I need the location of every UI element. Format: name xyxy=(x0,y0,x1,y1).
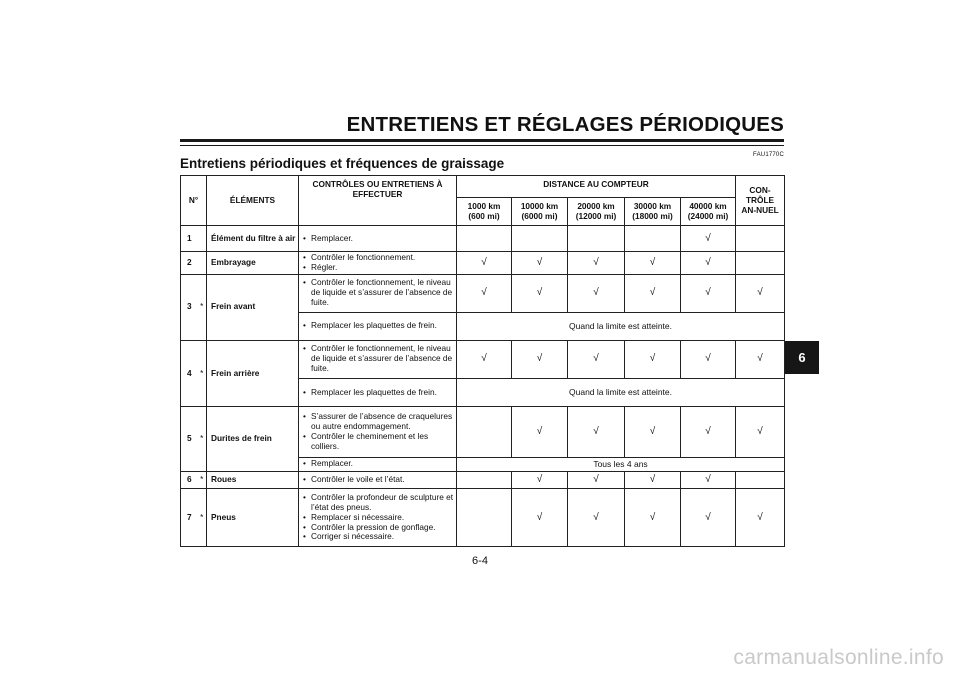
row-item: Roues xyxy=(207,472,299,489)
chapter-tab: 6 xyxy=(785,341,819,374)
page-header-title: ENTRETIENS ET RÉGLAGES PÉRIODIQUES xyxy=(346,113,784,136)
row-number: 3 xyxy=(181,274,198,340)
check-cell: √ xyxy=(681,251,736,274)
check-cell: √ xyxy=(736,489,785,547)
row-actions xyxy=(299,340,457,378)
check-cell xyxy=(457,472,512,489)
row-actions xyxy=(299,407,457,457)
row-number: 1 xyxy=(181,226,198,251)
action-item: • Remplacer. xyxy=(311,234,454,244)
check-cell: √ xyxy=(736,407,785,457)
action-item: • Remplacer. xyxy=(311,459,454,469)
check-cell: √ xyxy=(681,407,736,457)
row-number: 5 xyxy=(181,407,198,472)
row-actions xyxy=(299,251,457,274)
row-sub-actions xyxy=(299,457,457,472)
reference-code: FAU1770C xyxy=(753,152,784,158)
interval-note: Quand la limite est atteinte. xyxy=(457,378,785,406)
check-cell: √ xyxy=(625,472,681,489)
row-star xyxy=(198,251,207,274)
check-cell: √ xyxy=(681,340,736,378)
check-cell: √ xyxy=(512,274,568,312)
check-cell: √ xyxy=(457,340,512,378)
row-star: * xyxy=(198,340,207,406)
row-item: Élément du filtre à air xyxy=(207,226,299,251)
action-item: • Régler. xyxy=(311,263,454,273)
check-cell: √ xyxy=(512,340,568,378)
action-item: • S’assurer de l’absence de craquelures ou autre endommagement. xyxy=(311,412,454,432)
check-cell xyxy=(457,407,512,457)
check-cell: √ xyxy=(625,251,681,274)
check-cell: √ xyxy=(512,489,568,547)
check-cell: √ xyxy=(568,472,625,489)
action-item: • Contrôler la profondeur de sculpture et l’état des pneus. xyxy=(311,493,454,513)
row-actions xyxy=(299,226,457,251)
row-actions xyxy=(299,274,457,312)
interval-note: Tous les 4 ans xyxy=(457,457,785,472)
header-distance-5: 40000 km (24000 mi) xyxy=(681,198,736,226)
check-cell: √ xyxy=(736,340,785,378)
check-cell: √ xyxy=(681,274,736,312)
check-cell xyxy=(457,226,512,251)
header-distance: DISTANCE AU COMPTEUR xyxy=(457,176,736,198)
check-cell: √ xyxy=(625,407,681,457)
header-annual: CON-TRÔLE AN-NUEL xyxy=(736,176,785,226)
row-item: Embrayage xyxy=(207,251,299,274)
check-cell xyxy=(736,251,785,274)
row-item: Pneus xyxy=(207,489,299,547)
row-actions xyxy=(299,489,457,547)
check-cell: √ xyxy=(625,340,681,378)
row-number: 7 xyxy=(181,489,198,547)
table-row xyxy=(181,407,785,457)
check-cell: √ xyxy=(568,407,625,457)
row-number: 2 xyxy=(181,251,198,274)
table-row xyxy=(181,489,785,547)
check-cell: √ xyxy=(512,407,568,457)
row-item: Frein arrière xyxy=(207,340,299,406)
table-row xyxy=(181,274,785,312)
check-cell: √ xyxy=(457,274,512,312)
check-cell: √ xyxy=(568,340,625,378)
check-cell: √ xyxy=(512,472,568,489)
table-row xyxy=(181,251,785,274)
check-cell xyxy=(512,226,568,251)
check-cell: √ xyxy=(681,472,736,489)
check-cell: √ xyxy=(736,274,785,312)
action-item: • Contrôler le voile et l’état. xyxy=(311,475,454,485)
row-number: 6 xyxy=(181,472,198,489)
maintenance-table xyxy=(180,175,785,547)
interval-note: Quand la limite est atteinte. xyxy=(457,312,785,340)
action-item: • Corriger si nécessaire. xyxy=(311,532,454,542)
header-actions: CONTRÔLES OU ENTRETIENS À EFFECTUER xyxy=(299,176,457,226)
check-cell: √ xyxy=(681,489,736,547)
check-cell: √ xyxy=(568,274,625,312)
header-items: ÉLÉMENTS xyxy=(207,176,299,226)
check-cell xyxy=(457,489,512,547)
check-cell: √ xyxy=(625,489,681,547)
table-row xyxy=(181,340,785,378)
row-sub-actions xyxy=(299,378,457,406)
action-item: • Contrôler le fonctionnement, le niveau de liquide et s’assurer de l’absence de fuite. xyxy=(311,344,454,374)
check-cell: √ xyxy=(457,251,512,274)
action-item: • Remplacer si nécessaire. xyxy=(311,513,454,523)
check-cell xyxy=(736,472,785,489)
section-title: Entretiens périodiques et fréquences de graissage xyxy=(180,156,505,171)
row-star: * xyxy=(198,472,207,489)
row-actions xyxy=(299,472,457,489)
header-distance-2: 10000 km (6000 mi) xyxy=(512,198,568,226)
table-row xyxy=(181,472,785,489)
check-cell: √ xyxy=(512,251,568,274)
row-star: * xyxy=(198,407,207,472)
table-row xyxy=(181,226,785,251)
header-rule-thick xyxy=(180,139,784,142)
header-distance-4: 30000 km (18000 mi) xyxy=(625,198,681,226)
action-item: • Contrôler le fonctionnement. xyxy=(311,253,454,263)
check-cell: √ xyxy=(681,226,736,251)
check-cell: √ xyxy=(568,489,625,547)
page-number: 6-4 xyxy=(472,555,488,567)
action-item: • Contrôler le fonctionnement, le niveau de liquide et s’assurer de l’absence de fuite. xyxy=(311,278,454,308)
watermark: carmanualsonline.info xyxy=(733,646,944,669)
header-number: N° xyxy=(181,176,207,226)
header-distance-3: 20000 km (12000 mi) xyxy=(568,198,625,226)
row-number: 4 xyxy=(181,340,198,406)
action-item: • Contrôler le cheminement et les colliers. xyxy=(311,432,454,452)
action-item: • Remplacer les plaquettes de frein. xyxy=(311,388,454,398)
row-item: Durites de frein xyxy=(207,407,299,472)
row-item: Frein avant xyxy=(207,274,299,340)
check-cell: √ xyxy=(625,274,681,312)
action-item: • Remplacer les plaquettes de frein. xyxy=(311,321,454,331)
check-cell: √ xyxy=(568,251,625,274)
check-cell xyxy=(568,226,625,251)
check-cell xyxy=(625,226,681,251)
header-distance-1: 1000 km (600 mi) xyxy=(457,198,512,226)
action-item: • Contrôler la pression de gonflage. xyxy=(311,523,454,533)
row-star xyxy=(198,226,207,251)
row-star: * xyxy=(198,274,207,340)
row-star: * xyxy=(198,489,207,547)
check-cell xyxy=(736,226,785,251)
header-rule-thin xyxy=(180,145,784,146)
row-sub-actions xyxy=(299,312,457,340)
